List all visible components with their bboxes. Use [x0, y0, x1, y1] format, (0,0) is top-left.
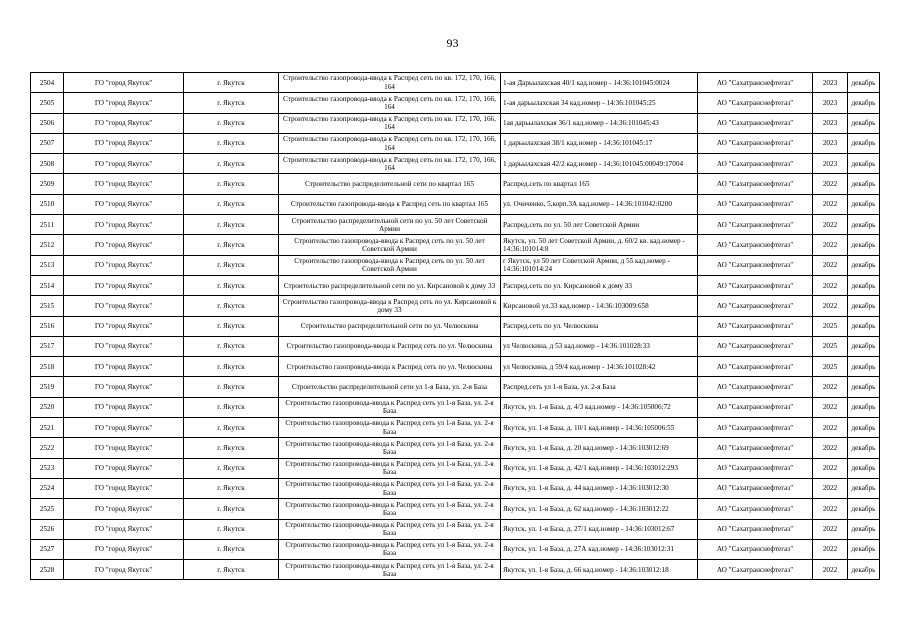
month-cell: декабрь [848, 499, 880, 519]
city-cell: г. Якутск [184, 296, 279, 316]
row-number-cell: 2516 [31, 316, 64, 336]
row-number-cell: 2507 [31, 133, 64, 153]
row-number-cell: 2508 [31, 154, 64, 174]
row-number-cell: 2512 [31, 235, 64, 255]
row-number-cell: 2515 [31, 296, 64, 316]
row-number-cell: 2524 [31, 478, 64, 498]
municipality-cell: ГО "город Якутск" [64, 397, 184, 417]
row-number-cell: 2513 [31, 255, 64, 275]
month-cell: декабрь [848, 458, 880, 478]
organization-cell: АО "Сахатранснефтегаз" [698, 255, 813, 275]
row-number-cell: 2523 [31, 458, 64, 478]
month-cell: декабрь [848, 73, 880, 93]
address-cell: ул Челюскина, д 53 кад.номер - 14:36:101028:33 [501, 336, 698, 356]
work-description-cell: Строительство газопровода-ввода к Распред сеть по ул. 50 лет Советской Армии [279, 235, 501, 255]
table-row [31, 357, 880, 377]
work-description-cell: Строительство газопровода-ввода к Распред сеть по кв. 172, 170, 166, 164 [279, 113, 501, 133]
work-description-cell: Строительство газопровода-ввода к Распред сеть по кв. 172, 170, 166, 164 [279, 73, 501, 93]
address-cell: Кирсановой ул.33 кад.номер - 14:36:103009:658 [501, 296, 698, 316]
city-cell: г. Якутск [184, 499, 279, 519]
organization-cell: АО "Сахатранснефтегаз" [698, 154, 813, 174]
municipality-cell: ГО "город Якутск" [64, 458, 184, 478]
month-cell: декабрь [848, 357, 880, 377]
work-description-cell: Строительство газопровода-ввода к Распред сеть ул 1-я База, ул. 2-я База [279, 438, 501, 458]
address-cell: ул Челюскина, д 59/4 кад.номер - 14:36:101028:42 [501, 357, 698, 377]
address-cell: Якутск, ул. 1-я База, д. 62 кад.номер - 14:36:103012:22 [501, 499, 698, 519]
city-cell: г. Якутск [184, 458, 279, 478]
year-cell: 2022 [813, 519, 848, 539]
municipality-cell: ГО "город Якутск" [64, 438, 184, 458]
municipality-cell: ГО "город Якутск" [64, 113, 184, 133]
organization-cell: АО "Сахатранснефтегаз" [698, 316, 813, 336]
work-description-cell: Строительство газопровода-ввода к Распред сеть ул 1-я База, ул. 2-я База [279, 499, 501, 519]
table-row [31, 174, 880, 194]
row-number-cell: 2511 [31, 215, 64, 235]
city-cell: г. Якутск [184, 133, 279, 153]
city-cell: г. Якутск [184, 539, 279, 559]
work-description-cell: Строительство распределительной сети по квартал 165 [279, 174, 501, 194]
address-cell: Якутск, ул. 1-я База, д. 66 кад.номер - 14:36:103012:18 [501, 560, 698, 580]
municipality-cell: ГО "город Якутск" [64, 519, 184, 539]
municipality-cell: ГО "город Якутск" [64, 93, 184, 113]
year-cell: 2023 [813, 93, 848, 113]
year-cell: 2022 [813, 275, 848, 295]
month-cell: декабрь [848, 478, 880, 498]
work-description-cell: Строительство распределительной сети по ул. Кирсановой к дому 33 [279, 275, 501, 295]
row-number-cell: 2514 [31, 275, 64, 295]
month-cell: декабрь [848, 336, 880, 356]
address-cell: Якутск, ул. 1-я База, д. 27А кад.номер - 14:36:103012:31 [501, 539, 698, 559]
address-cell: Распред.сеть по ул. 50 лет Советской Армии [501, 215, 698, 235]
table-row [31, 275, 880, 295]
municipality-cell: ГО "город Якутск" [64, 275, 184, 295]
table-row [31, 458, 880, 478]
organization-cell: АО "Сахатранснефтегаз" [698, 357, 813, 377]
table-row [31, 255, 880, 275]
municipality-cell: ГО "город Якутск" [64, 316, 184, 336]
address-cell: Якутск, ул. 1-я База, д. 10/1 кад.номер - 14:36:105006:55 [501, 418, 698, 438]
month-cell: декабрь [848, 194, 880, 214]
organization-cell: АО "Сахатранснефтегаз" [698, 174, 813, 194]
row-number-cell: 2504 [31, 73, 64, 93]
row-number-cell: 2521 [31, 418, 64, 438]
municipality-cell: ГО "город Якутск" [64, 377, 184, 397]
row-number-cell: 2525 [31, 499, 64, 519]
municipality-cell: ГО "город Якутск" [64, 133, 184, 153]
table-row [31, 235, 880, 255]
city-cell: г. Якутск [184, 336, 279, 356]
municipality-cell: ГО "город Якутск" [64, 255, 184, 275]
row-number-cell: 2526 [31, 519, 64, 539]
organization-cell: АО "Сахатранснефтегаз" [698, 93, 813, 113]
city-cell: г. Якутск [184, 194, 279, 214]
table-row [31, 336, 880, 356]
table-row [31, 316, 880, 336]
municipality-cell: ГО "город Якутск" [64, 357, 184, 377]
month-cell: декабрь [848, 133, 880, 153]
year-cell: 2022 [813, 194, 848, 214]
address-cell: Якутск, ул. 1-я База, д. 27/1 кад.номер - 14:36:103012:67 [501, 519, 698, 539]
municipality-cell: ГО "город Якутск" [64, 499, 184, 519]
address-cell: Распред.сеть по квартал 165 [501, 174, 698, 194]
row-number-cell: 2519 [31, 377, 64, 397]
organization-cell: АО "Сахатранснефтегаз" [698, 133, 813, 153]
city-cell: г. Якутск [184, 255, 279, 275]
year-cell: 2025 [813, 316, 848, 336]
year-cell: 2025 [813, 357, 848, 377]
row-number-cell: 2510 [31, 194, 64, 214]
city-cell: г. Якутск [184, 397, 279, 417]
year-cell: 2022 [813, 499, 848, 519]
organization-cell: АО "Сахатранснефтегаз" [698, 336, 813, 356]
year-cell: 2022 [813, 539, 848, 559]
address-cell: Распред.сеть по ул. Челюскина [501, 316, 698, 336]
organization-cell: АО "Сахатранснефтегаз" [698, 73, 813, 93]
row-number-cell: 2518 [31, 357, 64, 377]
organization-cell: АО "Сахатранснефтегаз" [698, 519, 813, 539]
organization-cell: АО "Сахатранснефтегаз" [698, 194, 813, 214]
organization-cell: АО "Сахатранснефтегаз" [698, 499, 813, 519]
table-row [31, 296, 880, 316]
year-cell: 2023 [813, 73, 848, 93]
address-cell: Якутск, ул. 1-я База, д. 42/1 кад.номер - 14:36:103012:293 [501, 458, 698, 478]
year-cell: 2022 [813, 560, 848, 580]
work-description-cell: Строительство газопровода-ввода к Распред сеть ул 1-я База, ул. 2-я База [279, 539, 501, 559]
register-table-body [31, 73, 880, 580]
year-cell: 2022 [813, 377, 848, 397]
work-description-cell: Строительство газопровода-ввода к Распред сеть по кв. 172, 170, 166, 164 [279, 154, 501, 174]
organization-cell: АО "Сахатранснефтегаз" [698, 275, 813, 295]
city-cell: г. Якутск [184, 113, 279, 133]
city-cell: г. Якутск [184, 275, 279, 295]
work-description-cell: Строительство распределительной сети по ул. Челюскина [279, 316, 501, 336]
work-description-cell: Строительство газопровода-ввода к Распред сеть по ул. 50 лет Советской Армии [279, 255, 501, 275]
year-cell: 2022 [813, 174, 848, 194]
year-cell: 2022 [813, 418, 848, 438]
year-cell: 2022 [813, 296, 848, 316]
table-row [31, 519, 880, 539]
year-cell: 2022 [813, 438, 848, 458]
row-number-cell: 2517 [31, 336, 64, 356]
month-cell: декабрь [848, 438, 880, 458]
month-cell: декабрь [848, 539, 880, 559]
table-row [31, 73, 880, 93]
organization-cell: АО "Сахатранснефтегаз" [698, 418, 813, 438]
work-description-cell: Строительство газопровода-ввода к Распред сеть ул 1-я База, ул. 2-я База [279, 478, 501, 498]
row-number-cell: 2527 [31, 539, 64, 559]
address-cell: 1 дарьылахская 38/1 кад.номер - 14:36:101045:17 [501, 133, 698, 153]
table-row [31, 499, 880, 519]
address-cell: Распред.сеть ул 1-я База, ул. 2-я База [501, 377, 698, 397]
address-cell: Якутск, ул. 1-я База, д. 44 кад.номер - 14:36:103012:30 [501, 478, 698, 498]
city-cell: г. Якутск [184, 215, 279, 235]
table-row [31, 215, 880, 235]
organization-cell: АО "Сахатранснефтегаз" [698, 458, 813, 478]
work-description-cell: Строительство газопровода-ввода к Распред сеть ул 1-я База, ул. 2-я База [279, 418, 501, 438]
table-row [31, 194, 880, 214]
year-cell: 2023 [813, 133, 848, 153]
municipality-cell: ГО "город Якутск" [64, 73, 184, 93]
city-cell: г. Якутск [184, 478, 279, 498]
table-row [31, 93, 880, 113]
work-description-cell: Строительство газопровода-ввода к Распред сеть по ул. Кирсановой к дому 33 [279, 296, 501, 316]
municipality-cell: ГО "город Якутск" [64, 174, 184, 194]
city-cell: г. Якутск [184, 93, 279, 113]
municipality-cell: ГО "город Якутск" [64, 539, 184, 559]
organization-cell: АО "Сахатранснефтегаз" [698, 113, 813, 133]
municipality-cell: ГО "город Якутск" [64, 418, 184, 438]
work-description-cell: Строительство газопровода-ввода к Распред сеть ул 1-я База, ул. 2-я База [279, 458, 501, 478]
month-cell: декабрь [848, 275, 880, 295]
month-cell: декабрь [848, 377, 880, 397]
work-description-cell: Строительство газопровода-ввода к Распред сеть по кв. 172, 170, 166, 164 [279, 133, 501, 153]
table-row [31, 539, 880, 559]
address-cell: 1-ая Дарьылахская 40/1 кад.номер - 14:36:101045:0024 [501, 73, 698, 93]
city-cell: г. Якутск [184, 418, 279, 438]
address-cell: Распред.сеть по ул. Кирсановой к дому 33 [501, 275, 698, 295]
municipality-cell: ГО "город Якутск" [64, 296, 184, 316]
address-cell: 1-ая дарьылахская 34 кад.номер - 14:36:101045:25 [501, 93, 698, 113]
city-cell: г. Якутск [184, 357, 279, 377]
work-description-cell: Строительство распределительной сети ул 1-я База, ул. 2-я База [279, 377, 501, 397]
city-cell: г. Якутск [184, 377, 279, 397]
month-cell: декабрь [848, 418, 880, 438]
city-cell: г. Якутск [184, 235, 279, 255]
year-cell: 2025 [813, 336, 848, 356]
year-cell: 2022 [813, 235, 848, 255]
organization-cell: АО "Сахатранснефтегаз" [698, 377, 813, 397]
row-number-cell: 2509 [31, 174, 64, 194]
row-number-cell: 2520 [31, 397, 64, 417]
address-cell: ул. Очиченко, 5,корп.3А кад.номер - 14:36:101042:0200 [501, 194, 698, 214]
work-description-cell: Строительство газопровода-ввода к Распред сеть ул 1-я База, ул. 2-я База [279, 519, 501, 539]
municipality-cell: ГО "город Якутск" [64, 154, 184, 174]
municipality-cell: ГО "город Якутск" [64, 215, 184, 235]
organization-cell: АО "Сахатранснефтегаз" [698, 296, 813, 316]
work-description-cell: Строительство газопровода-ввода к Распред сеть по ул. Челюскина [279, 336, 501, 356]
work-description-cell: Строительство газопровода-ввода к Распред сеть ул 1-я База, ул. 2-я База [279, 560, 501, 580]
table-row [31, 418, 880, 438]
year-cell: 2023 [813, 113, 848, 133]
year-cell: 2022 [813, 215, 848, 235]
city-cell: г. Якутск [184, 174, 279, 194]
address-cell: Якутск, ул. 1-я База, д. 20 кад.номер - 14:36:103012:69 [501, 438, 698, 458]
row-number-cell: 2528 [31, 560, 64, 580]
month-cell: декабрь [848, 255, 880, 275]
organization-cell: АО "Сахатранснефтегаз" [698, 560, 813, 580]
month-cell: декабрь [848, 397, 880, 417]
city-cell: г. Якутск [184, 560, 279, 580]
row-number-cell: 2522 [31, 438, 64, 458]
year-cell: 2022 [813, 458, 848, 478]
city-cell: г. Якутск [184, 73, 279, 93]
address-cell: Якутск, ул. 50 лет Советской Армии, д. 60/2 кв. кад.номер - 14:36:101014:8 [501, 235, 698, 255]
organization-cell: АО "Сахатранснефтегаз" [698, 438, 813, 458]
city-cell: г. Якутск [184, 438, 279, 458]
year-cell: 2022 [813, 397, 848, 417]
municipality-cell: ГО "город Якутск" [64, 336, 184, 356]
page-number: 93 [446, 36, 459, 50]
address-cell: Якутск, ул. 1-я База, д. 4/3 кад.номер - 14:36:105006:72 [501, 397, 698, 417]
month-cell: декабрь [848, 296, 880, 316]
month-cell: декабрь [848, 215, 880, 235]
city-cell: г. Якутск [184, 316, 279, 336]
month-cell: декабрь [848, 113, 880, 133]
municipality-cell: ГО "город Якутск" [64, 560, 184, 580]
month-cell: декабрь [848, 560, 880, 580]
organization-cell: АО "Сахатранснефтегаз" [698, 215, 813, 235]
address-cell: 1ая дарьылахская 36/1 кад.номер - 14:36:101045:43 [501, 113, 698, 133]
row-number-cell: 2505 [31, 93, 64, 113]
city-cell: г. Якутск [184, 519, 279, 539]
work-description-cell: Строительство газопровода-ввода к Распред сеть ул 1-я База, ул. 2-я База [279, 397, 501, 417]
work-description-cell: Строительство распределительной сети по ул. 50 лет Советской Армии [279, 215, 501, 235]
work-description-cell: Строительство газопровода-ввода к Распред сеть по квартал 165 [279, 194, 501, 214]
table-row [31, 438, 880, 458]
address-cell: 1 дарьылахская 42/2 кад.номер - 14:36:101045:00049:17004 [501, 154, 698, 174]
organization-cell: АО "Сахатранснефтегаз" [698, 397, 813, 417]
gas-pipeline-register-table [30, 72, 880, 580]
municipality-cell: ГО "город Якутск" [64, 194, 184, 214]
month-cell: декабрь [848, 316, 880, 336]
work-description-cell: Строительство газопровода-ввода к Распред сеть по ул. Челюскина [279, 357, 501, 377]
municipality-cell: ГО "город Якутск" [64, 235, 184, 255]
city-cell: г. Якутск [184, 154, 279, 174]
table-row [31, 113, 880, 133]
table-row [31, 478, 880, 498]
organization-cell: АО "Сахатранснефтегаз" [698, 539, 813, 559]
table-row [31, 397, 880, 417]
municipality-cell: ГО "город Якутск" [64, 478, 184, 498]
month-cell: декабрь [848, 93, 880, 113]
month-cell: декабрь [848, 519, 880, 539]
month-cell: декабрь [848, 154, 880, 174]
year-cell: 2022 [813, 255, 848, 275]
month-cell: декабрь [848, 235, 880, 255]
month-cell: декабрь [848, 174, 880, 194]
row-number-cell: 2506 [31, 113, 64, 133]
table-row [31, 133, 880, 153]
table-row [31, 560, 880, 580]
organization-cell: АО "Сахатранснефтегаз" [698, 235, 813, 255]
year-cell: 2023 [813, 154, 848, 174]
organization-cell: АО "Сахатранснефтегаз" [698, 478, 813, 498]
table-row [31, 154, 880, 174]
table-row [31, 377, 880, 397]
work-description-cell: Строительство газопровода-ввода к Распред сеть по кв. 172, 170, 166, 164 [279, 93, 501, 113]
year-cell: 2022 [813, 478, 848, 498]
address-cell: г Якутск, ул 50 лет Советской Армии, д 55 кад.номер - 14:36:101014:24 [501, 255, 698, 275]
